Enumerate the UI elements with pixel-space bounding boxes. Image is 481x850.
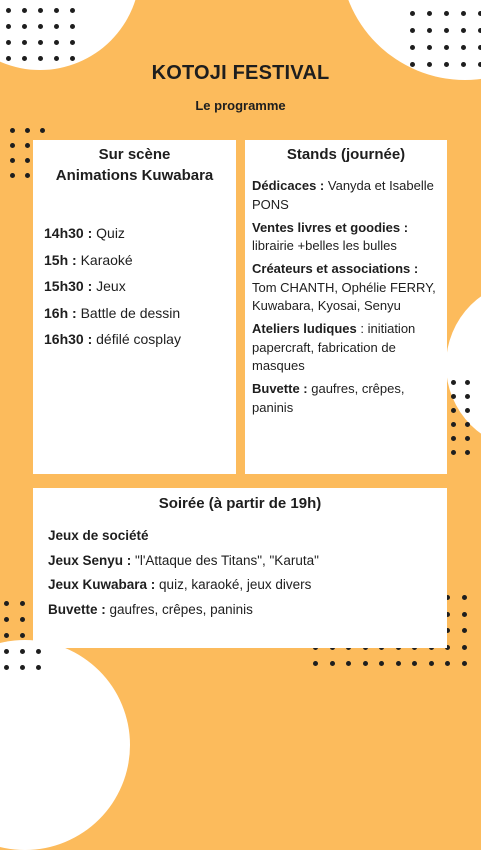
decorative-dot — [461, 11, 466, 16]
decorative-dot — [313, 661, 318, 666]
stage-title-line2: Animations Kuwabara — [55, 167, 214, 184]
decorative-dot — [36, 649, 41, 654]
decorative-dot — [38, 8, 43, 13]
schedule-item — [44, 273, 181, 300]
decorative-dot — [20, 665, 25, 670]
decorative-dot — [410, 28, 415, 33]
decorative-dot — [451, 450, 456, 455]
decorative-dot — [451, 380, 456, 385]
decorative-dot — [465, 436, 470, 441]
decorative-dot — [465, 408, 470, 413]
evening-item — [48, 598, 319, 623]
decorative-dot — [427, 28, 432, 33]
decorative-dot — [10, 128, 15, 133]
stand-item — [252, 380, 442, 417]
decorative-dot — [4, 617, 9, 622]
decorative-dot — [465, 394, 470, 399]
decorative-dot — [10, 173, 15, 178]
stands-list — [252, 177, 442, 422]
decorative-dot — [25, 143, 30, 148]
decorative-dot — [54, 8, 59, 13]
schedule-activity: Quiz — [92, 225, 125, 241]
decorative-dot — [4, 633, 9, 638]
decorative-circle-bottom-left — [0, 640, 130, 850]
schedule-activity: Battle de dessin — [76, 304, 181, 321]
decorative-dot — [445, 661, 450, 666]
decorative-dot — [70, 8, 75, 13]
decorative-dot — [330, 661, 335, 666]
decorative-dot — [462, 645, 467, 650]
schedule-time: 14h30 : — [44, 225, 93, 241]
decorative-dot — [410, 45, 415, 50]
decorative-dot — [462, 661, 467, 666]
decorative-dot — [6, 24, 11, 29]
evening-text: "l'Attaque des Titans", "Karuta" — [131, 552, 319, 568]
decorative-dot — [461, 28, 466, 33]
evening-label: Jeux Kuwabara : — [48, 577, 156, 593]
stand-item — [252, 177, 442, 214]
evening-item — [48, 549, 319, 574]
decorative-dot — [427, 45, 432, 50]
decorative-dot — [20, 617, 25, 622]
decorative-dot — [465, 380, 470, 385]
decorative-dot — [462, 612, 467, 617]
decorative-dot — [25, 173, 30, 178]
decorative-dot — [412, 661, 417, 666]
decorative-dot — [6, 40, 11, 45]
stand-text: librairie +belles les bulles — [252, 238, 397, 253]
stand-item — [252, 320, 442, 376]
decorative-dot — [4, 649, 9, 654]
evening-text: gaufres, crêpes, paninis — [105, 601, 253, 617]
decorative-dot — [70, 40, 75, 45]
decorative-dot — [6, 56, 11, 61]
decorative-dot — [20, 633, 25, 638]
decorative-dot — [451, 436, 456, 441]
evening-item — [48, 573, 319, 598]
decorative-dot — [410, 11, 415, 16]
evening-list — [48, 524, 319, 622]
decorative-dot — [22, 40, 27, 45]
decorative-dot — [54, 24, 59, 29]
decorative-dot — [396, 661, 401, 666]
schedule-item — [44, 220, 181, 247]
decorative-dot — [54, 40, 59, 45]
stand-label: Créateurs et associations : — [252, 261, 419, 276]
stand-text: : initiation papercraft, fabrication de masques — [252, 321, 416, 373]
stands-title: Stands (journée) — [286, 146, 406, 163]
decorative-dot — [40, 128, 45, 133]
decorative-dot — [6, 8, 11, 13]
decorative-dot — [427, 11, 432, 16]
stand-item — [252, 219, 442, 256]
page-subtitle: Le programme — [195, 98, 286, 113]
decorative-dot — [465, 450, 470, 455]
stand-label: Dédicaces : — [252, 178, 325, 193]
decorative-dot — [462, 595, 467, 600]
decorative-dot — [363, 661, 368, 666]
schedule-time: 16h : — [44, 304, 77, 321]
schedule-time: 16h30 : — [44, 331, 93, 348]
decorative-dot — [22, 24, 27, 29]
schedule-time: 15h : — [44, 251, 77, 268]
stand-text: gaufres, crêpes, paninis — [252, 381, 405, 415]
decorative-dot — [444, 11, 449, 16]
stand-label: Ateliers ludiques — [252, 321, 357, 336]
decorative-dot — [444, 45, 449, 50]
decorative-dot — [429, 661, 434, 666]
decorative-dot — [25, 158, 30, 163]
decorative-dot — [465, 422, 470, 427]
schedule-item — [44, 300, 181, 327]
decorative-dot — [22, 8, 27, 13]
decorative-dot — [20, 649, 25, 654]
schedule-time: 15h30 : — [44, 278, 93, 295]
decorative-dot — [444, 28, 449, 33]
decorative-dot — [70, 24, 75, 29]
decorative-dot — [36, 665, 41, 670]
evening-text: quiz, karaoké, jeux divers — [155, 577, 312, 593]
decorative-dot — [70, 56, 75, 61]
decorative-dot — [451, 394, 456, 399]
schedule-item — [44, 247, 181, 274]
decorative-dot — [461, 45, 466, 50]
stage-schedule — [44, 220, 181, 353]
decorative-dot — [22, 56, 27, 61]
stand-item — [252, 260, 442, 316]
schedule-item — [44, 326, 181, 353]
decorative-dot — [462, 628, 467, 633]
decorative-dot — [346, 661, 351, 666]
schedule-activity: défilé cosplay — [92, 331, 181, 348]
decorative-dot — [451, 408, 456, 413]
schedule-activity: Karaoké — [76, 251, 133, 268]
stand-label: Ventes livres et goodies : — [252, 219, 409, 235]
decorative-dot — [38, 24, 43, 29]
decorative-dot — [54, 56, 59, 61]
evening-label: Jeux de société — [48, 528, 149, 543]
decorative-dot — [379, 661, 384, 666]
stand-label: Buvette : — [252, 381, 308, 396]
evening-item — [48, 524, 319, 549]
evening-label: Jeux Senyu : — [48, 552, 132, 568]
decorative-dot — [10, 143, 15, 148]
decorative-dot — [20, 601, 25, 606]
decorative-dot — [38, 40, 43, 45]
evening-title: Soirée (à partir de 19h) — [158, 495, 322, 512]
stage-title-line1: Sur scène — [98, 146, 171, 163]
schedule-activity: Jeux — [92, 278, 126, 295]
evening-label: Buvette : — [48, 601, 106, 617]
stand-text: Vanyda et Isabelle PONS — [252, 178, 434, 212]
decorative-dot — [4, 601, 9, 606]
decorative-dot — [4, 665, 9, 670]
stand-text: Tom CHANTH, Ophélie FERRY, Kuwabara, Kyosai, Senyu — [252, 279, 436, 313]
page-title: KOTOJI FESTIVAL — [151, 62, 330, 84]
decorative-dot — [10, 158, 15, 163]
decorative-dot — [25, 128, 30, 133]
decorative-dot — [38, 56, 43, 61]
decorative-dot — [451, 422, 456, 427]
